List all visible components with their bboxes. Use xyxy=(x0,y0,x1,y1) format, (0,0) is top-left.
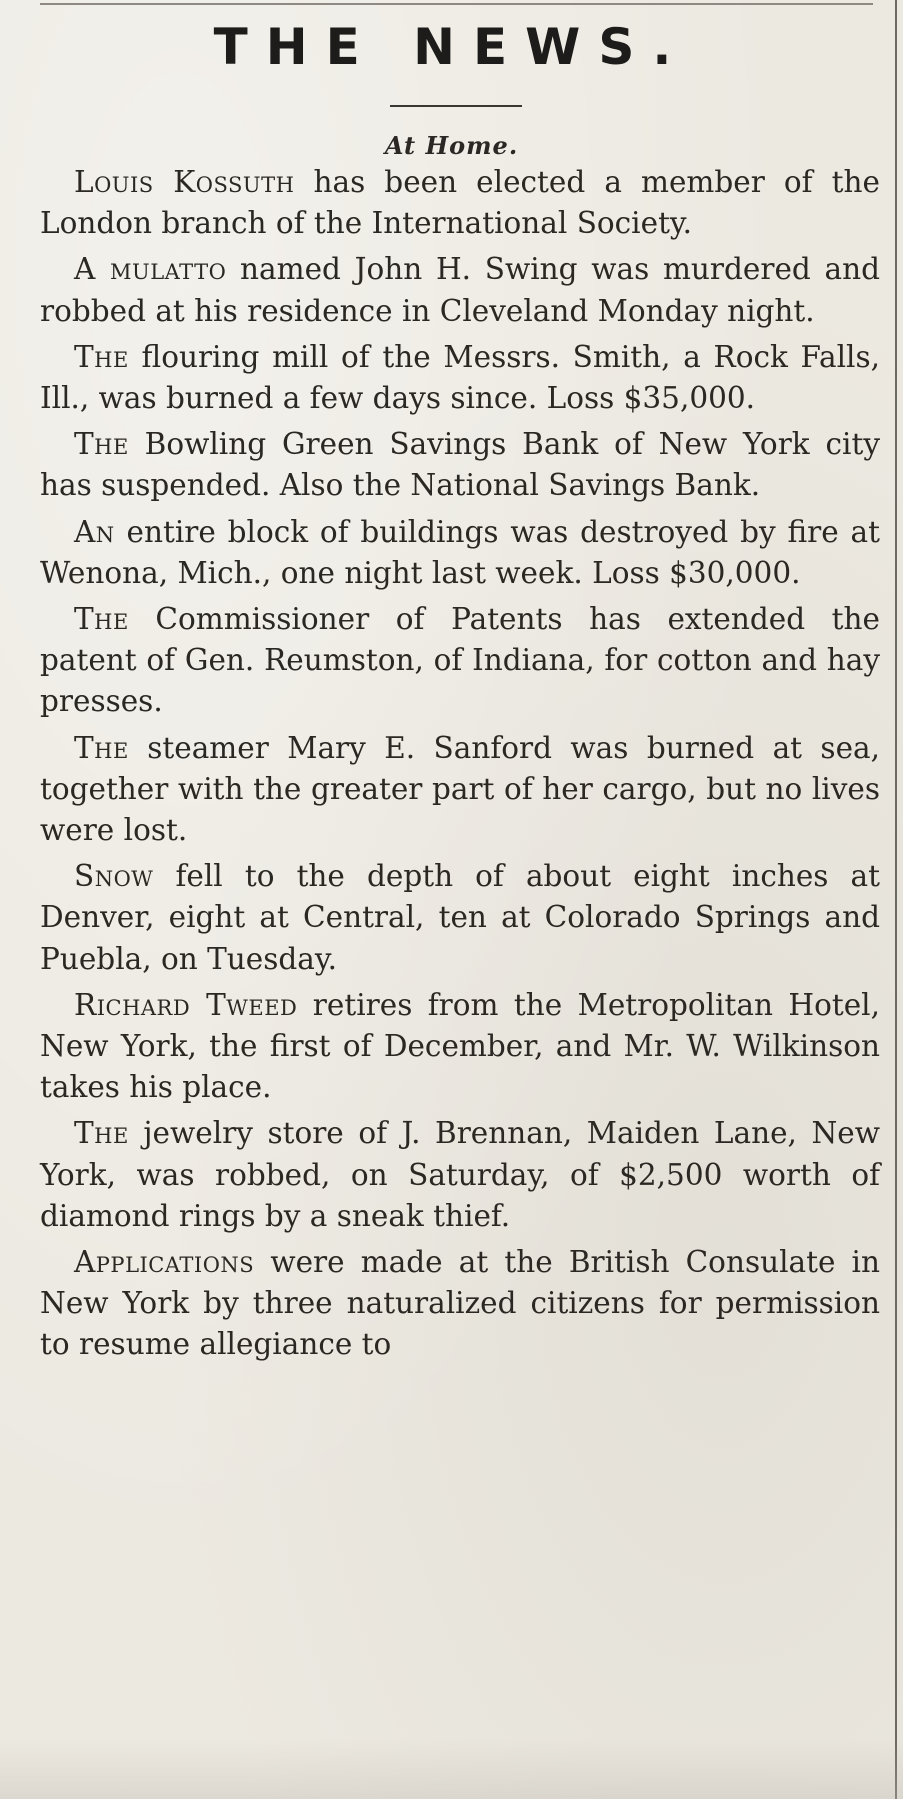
news-item xyxy=(40,249,880,331)
news-item xyxy=(40,512,880,594)
news-item xyxy=(40,162,880,244)
news-item xyxy=(40,599,880,723)
item-lead: The xyxy=(74,427,129,462)
masthead-title: THE NEWS. xyxy=(213,18,690,76)
item-text: flouring mill of the Messrs. Smith, a Rock Falls, Ill., was burned a few days since. Loss $35,000. xyxy=(40,339,880,416)
section-heading: At Home. xyxy=(384,131,519,160)
item-text: Bowling Green Savings Bank of New York city has suspended. Also the National Savings Bank. xyxy=(40,427,880,503)
item-lead: Applications xyxy=(74,1245,255,1280)
news-item xyxy=(40,1242,880,1366)
top-rule xyxy=(40,3,873,5)
item-text: has been elected a member of the London branch of the International Society. xyxy=(40,165,880,241)
item-text: Commissioner of Patents has extended the patent of Gen. Reumston, of Indiana, for cotton and hay presses. xyxy=(40,602,880,719)
item-lead: Richard Tweed xyxy=(74,987,298,1022)
item-text: jewelry store of J. Brennan, Maiden Lane, New York, was robbed, on Saturday, of $2,500 worth of diamond rings by a sneak thief. xyxy=(40,1116,880,1233)
item-text: entire block of buildings was destroyed by fire at Wenona, Mich., one night last week. Loss $30,000. xyxy=(40,514,880,590)
news-item xyxy=(40,985,880,1109)
item-lead: The xyxy=(74,339,129,374)
item-lead: A mulatto xyxy=(74,252,227,287)
news-item xyxy=(40,728,880,852)
item-text: steamer Mary E. Sanford was burned at sea, together with the greater part of her cargo, but no lives were lost. xyxy=(40,730,880,848)
item-lead: Louis Kossuth xyxy=(74,165,295,199)
news-item xyxy=(40,424,880,506)
item-text: named John H. Swing was murdered and robbed at his residence in Cleveland Monday night. xyxy=(40,252,880,328)
title-divider xyxy=(390,105,522,107)
item-lead: The xyxy=(74,602,129,637)
page-edge-shadow xyxy=(0,1739,903,1799)
news-item xyxy=(40,856,880,980)
item-lead: The xyxy=(74,730,129,765)
item-text: were made at the British Consulate in New York by three naturalized citizens for permission to resume allegiance to xyxy=(40,1245,880,1362)
news-item xyxy=(40,337,880,419)
item-text: retires from the Metropolitan Hotel, New York, the first of December, and Mr. W. Wilkinson takes his place. xyxy=(40,987,880,1105)
item-text: fell to the depth of about eight inches at Denver, eight at Central, ten at Colorado Springs and Puebla, on Tuesday. xyxy=(40,859,880,976)
item-lead: Snow xyxy=(74,859,154,894)
item-lead: The xyxy=(74,1116,129,1151)
news-column xyxy=(40,162,880,1371)
item-lead: An xyxy=(74,514,115,549)
news-item xyxy=(40,1113,880,1237)
column-rule xyxy=(895,0,897,1799)
